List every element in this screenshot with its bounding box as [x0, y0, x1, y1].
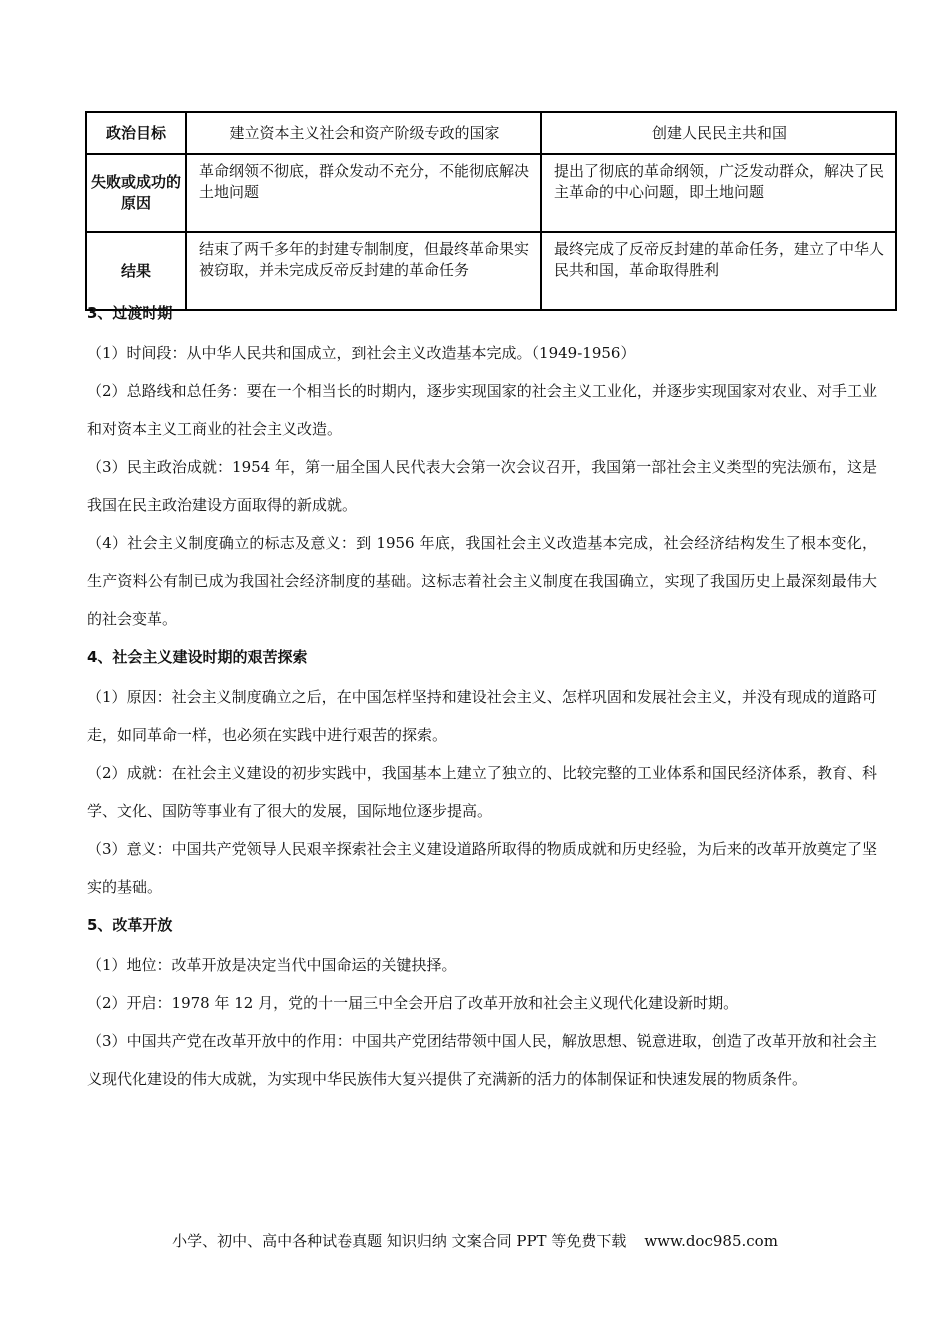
paragraph: （3）中国共产党在改革开放中的作用：中国共产党团结带领中国人民，解放思想、锐意进取，创造了改革开放和社会主义现代化建设的伟大成就，为实现中华民族伟大复兴提供了充满新的活力的体制保证和快速发展的物质条件。 [87, 1032, 877, 1088]
paragraph: （2）成就：在社会主义建设的初步实践中，我国基本上建立了独立的、比较完整的工业体系和国民经济体系，教育、科学、文化、国防等事业有了很大的发展，国际地位逐步提高。 [87, 764, 877, 820]
section-reform-opening [87, 912, 877, 1098]
paragraph: （4）社会主义制度确立的标志及意义：到 1956 年底，我国社会主义改造基本完成，社会经济结构发生了根本变化，生产资料公有制已成为我国社会经济制度的基础。这标志着社会主义制度在我国确立，实现了我国历史上最深刻最伟大的社会变革。 [87, 534, 877, 628]
table-cell: 建立资本主义社会和资产阶级专政的国家 [186, 112, 541, 154]
paragraph: （1）时间段：从中华人民共和国成立，到社会主义改造基本完成。（1949-1956） [87, 344, 636, 362]
footer-text: 小学、初中、高中各种试卷真题 知识归纳 文案合同 PPT 等免费下载 [172, 1232, 627, 1250]
section-heading: 4、社会主义建设时期的艰苦探索 [87, 648, 308, 666]
paragraph: （1）地位：改革开放是决定当代中国命运的关键抉择。 [87, 956, 457, 974]
section-socialist-construction [87, 644, 877, 906]
table-cell: 结束了两千多年的封建专制制度，但最终革命果实被窃取，并未完成反帝反封建的革命任务 [186, 232, 541, 310]
paragraph: （2）总路线和总任务：要在一个相当长的时期内，逐步实现国家的社会主义工业化，并逐步实现国家对农业、对手工业和对资本主义工商业的社会主义改造。 [87, 382, 877, 438]
paragraph: （2）开启：1978 年 12 月，党的十一届三中全会开启了改革开放和社会主义现代化建设新时期。 [87, 994, 739, 1012]
table-row [86, 112, 896, 154]
table-cell: 革命纲领不彻底，群众发动不充分，不能彻底解决土地问题 [186, 154, 541, 232]
table-cell: 提出了彻底的革命纲领，广泛发动群众，解决了民主革命的中心问题，即土地问题 [541, 154, 896, 232]
page-footer [0, 1229, 950, 1253]
section-transition-period [87, 300, 877, 638]
row-header: 政治目标 [86, 112, 186, 154]
table-cell: 最终完成了反帝反封建的革命任务，建立了中华人民共和国，革命取得胜利 [541, 232, 896, 310]
paragraph: （3）意义：中国共产党领导人民艰辛探索社会主义建设道路所取得的物质成就和历史经验，为后来的改革开放奠定了坚实的基础。 [87, 840, 877, 896]
document-body [87, 300, 877, 1098]
footer-link[interactable]: www.doc985.com [644, 1232, 778, 1250]
row-header: 失败或成功的原因 [86, 154, 186, 232]
section-heading: 3、过渡时期 [87, 304, 173, 322]
paragraph: （3）民主政治成就：1954 年，第一届全国人民代表大会第一次会议召开，我国第一部社会主义类型的宪法颁布，这是我国在民主政治建设方面取得的新成就。 [87, 458, 877, 514]
table-cell: 创建人民民主共和国 [541, 112, 896, 154]
table-row [86, 154, 896, 232]
comparison-table [85, 111, 897, 311]
section-heading: 5、改革开放 [87, 916, 173, 934]
table-row [86, 232, 896, 310]
paragraph: （1）原因：社会主义制度确立之后，在中国怎样坚持和建设社会主义、怎样巩固和发展社会主义，并没有现成的道路可走，如同革命一样，也必须在实践中进行艰苦的探索。 [87, 688, 877, 744]
row-header: 结果 [86, 232, 186, 310]
